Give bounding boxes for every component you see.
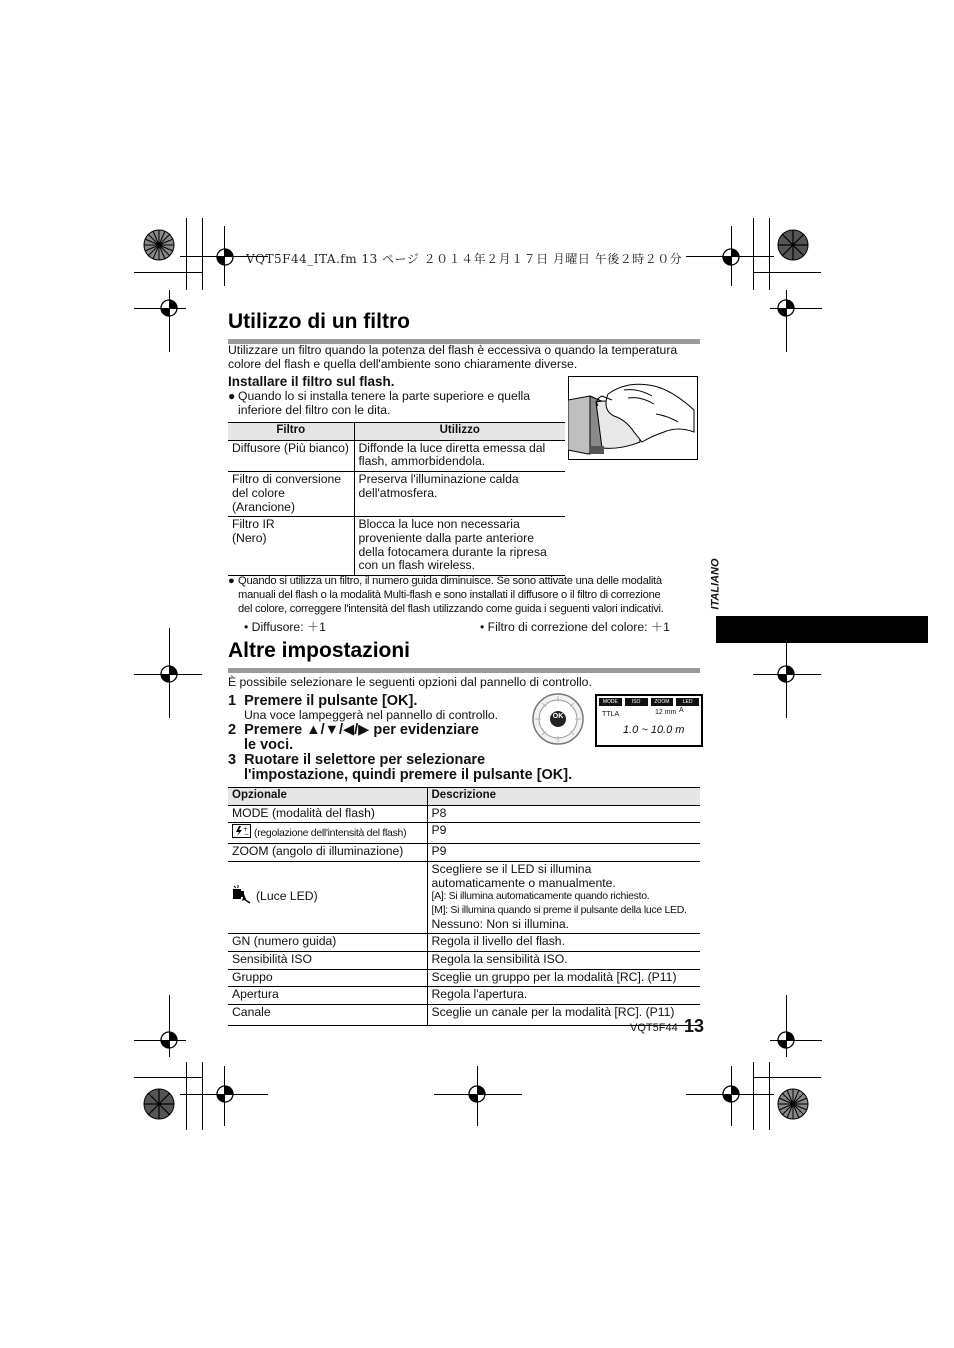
filter-note-line: manuali del flash o la modalità Multi-flash e sono installati il diffusore o il filtro di correzione (238, 589, 661, 601)
registration-target-icon (158, 297, 180, 319)
filter-use: della fotocamera durante la ripresa (358, 544, 547, 559)
step-3 (228, 753, 485, 768)
filter-note-line: del colore, correggere l'intensità del flash utilizzando come guida i seguenti valori indicativi. (238, 603, 664, 615)
filter-name: Diffusore (Più bianco) (232, 440, 349, 455)
lcd-tab: MODE (599, 698, 622, 706)
led-light-icon (232, 885, 252, 909)
registration-target-icon (214, 246, 236, 268)
settings-intro: È possibile selezionare le seguenti opzioni dal pannello di controllo. (228, 675, 592, 689)
option-desc: P8 (427, 805, 700, 823)
color-wheel-mark-icon (142, 228, 176, 262)
option-desc: Sceglie un canale per la modalità [RC]. (P11) (427, 1005, 700, 1026)
option-name: MODE (modalità del flash) (228, 805, 427, 823)
filter-name: Filtro IR (232, 517, 275, 532)
option-desc-small: [A]: Si illumina automaticamente quando richiesto. (431, 890, 650, 903)
registration-target-icon (158, 663, 180, 685)
step-text: Premere il pulsante [OK]. (244, 693, 418, 709)
language-label: ITALIANO (709, 558, 722, 610)
print-header: VQT5F44_ITA.fm 13 ページ ２０１４年２月１７日 月曜日 午後２時２０分 (246, 252, 683, 266)
color-wheel-mark-icon (142, 1087, 176, 1121)
filter-note (228, 574, 704, 616)
step-2-cont: le voci. (244, 737, 294, 753)
section-title-other-settings: Altre impostazioni (228, 639, 411, 662)
options-table-header (228, 788, 700, 806)
table-row (228, 987, 700, 1005)
table-row (228, 805, 700, 823)
option-desc: P9 (427, 823, 700, 844)
column-header-description: Descrizione (427, 788, 700, 806)
filter-name: (Nero) (232, 530, 267, 545)
color-wheel-mark-icon (776, 228, 810, 262)
install-bullet-line: inferiore del filtro con le dita. (238, 403, 391, 417)
table-row (228, 823, 700, 844)
option-desc: Regola l'apertura. (427, 987, 700, 1005)
bullet-icon: ● (228, 575, 235, 587)
filter-use: con un flash wireless. (358, 558, 476, 573)
page-number: 13 (684, 1016, 705, 1036)
option-name: GN (numero guida) (228, 934, 427, 952)
filter-use: Diffonde la luce diretta emessa dal (358, 440, 546, 455)
correction-color-filter: • Filtro di correzione del colore: ＋1 (480, 620, 670, 634)
section-title-filter: Utilizzo di un filtro (228, 310, 410, 333)
bullet-icon: ● (228, 389, 236, 403)
option-name: ZOOM (angolo di illuminazione) (228, 844, 427, 862)
ok-button-label: OK (552, 713, 564, 720)
option-desc: Regola la sensibilità ISO. (427, 952, 700, 970)
option-name: Gruppo (228, 969, 427, 987)
filter-intro-line: Utilizzare un filtro quando la potenza del flash è eccessiva o quando la temperatura (228, 343, 678, 357)
step-number: 3 (228, 752, 237, 768)
option-name: (Luce LED) (256, 889, 318, 904)
lcd-tab: ISO (625, 698, 648, 706)
title-rule (228, 668, 700, 673)
lcd-zoom: 12 mm (655, 709, 677, 716)
registration-target-icon (720, 246, 742, 268)
table-row (228, 861, 700, 934)
install-bullet (228, 389, 558, 417)
filter-name: Filtro di conversione (232, 472, 342, 487)
color-wheel-mark-icon (776, 1087, 810, 1121)
column-header-use: Utilizzo (354, 423, 565, 441)
option-desc: Scegliere se il LED si illumina (431, 861, 592, 876)
step-1-sub: Una voce lampeggerà nel pannello di controllo. (244, 708, 499, 722)
svg-text:+: + (243, 826, 249, 834)
option-desc: Sceglie un gruppo per la modalità [RC]. (P11) (427, 969, 700, 987)
step-text: Premere ▲/▼/◀/▶ per evidenziare (244, 722, 479, 738)
option-name: Canale (228, 1005, 427, 1026)
lcd-range: 1.0 ~ 10.0 m (623, 724, 685, 736)
filter-note-line: Quando si utilizza un filtro, il numero guida diminuisce. Se sono attivate una delle modalità (238, 575, 662, 587)
table-row (228, 934, 700, 952)
svg-text:−: − (244, 831, 250, 839)
column-header-filter: Filtro (228, 423, 354, 441)
option-desc: Regola il livello del flash. (427, 934, 700, 952)
registration-target-icon (158, 1029, 180, 1051)
option-name: Apertura (228, 987, 427, 1005)
option-name: (regolazione dell'intensità del flash) (254, 827, 407, 840)
table-row (228, 969, 700, 987)
step-text: Ruotare il selettore per selezionare (244, 752, 486, 768)
registration-target-icon (720, 1083, 742, 1105)
option-name: Sensibilità ISO (228, 952, 427, 970)
lcd-tab: LED (676, 698, 699, 706)
filter-table-header (228, 423, 565, 441)
filter-intro-line: colore del flash e quella dell'ambiente sono chiaramente diverse. (228, 357, 578, 371)
language-tab (716, 616, 928, 643)
filter-use: dell'atmosfera. (358, 485, 438, 500)
filter-use: flash, ammorbidendola. (358, 454, 486, 469)
table-row (228, 472, 565, 517)
lcd-tab: ZOOM (651, 698, 674, 706)
install-heading: Installare il filtro sul flash. (228, 374, 395, 389)
table-row (228, 440, 565, 471)
filter-installation-illustration (568, 376, 698, 465)
options-table (228, 787, 700, 1026)
model-code: VQT5F44 (630, 1022, 678, 1034)
option-desc: automaticamente o manualmente. (431, 875, 616, 890)
filter-use: Blocca la luce non necessaria (358, 517, 520, 532)
option-desc-small: [M]: Si illumina quando si preme il pulsante della luce LED. (431, 903, 687, 916)
filter-name: del colore (232, 485, 285, 500)
filter-name: (Arancione) (232, 499, 295, 514)
column-header-option: Opzionale (228, 788, 427, 806)
filter-intro (228, 343, 708, 371)
registration-target-icon (214, 1083, 236, 1105)
option-desc: Nessuno: Non si illumina. (431, 916, 570, 931)
step-2 (228, 723, 479, 738)
registration-target-icon (775, 297, 797, 319)
registration-target-icon (775, 663, 797, 685)
flash-compensation-icon (232, 824, 251, 842)
filter-use: proveniente dalla parte anteriore (358, 530, 534, 545)
lcd-panel-illustration (595, 694, 703, 747)
option-desc: P9 (427, 844, 700, 862)
registration-target-icon (466, 1083, 488, 1105)
registration-target-icon (775, 1029, 797, 1051)
table-row (228, 517, 565, 576)
install-bullet-line: Quando lo si installa tenere la parte superiore e quella (238, 389, 531, 403)
step-number: 2 (228, 722, 237, 738)
table-row (228, 844, 700, 862)
filter-use: Preserva l'illuminazione calda (358, 472, 519, 487)
control-dial-illustration (529, 692, 587, 751)
step-1 (228, 694, 417, 709)
step-number: 1 (228, 693, 237, 709)
filter-table (228, 422, 565, 576)
lcd-mode: TTLA (602, 711, 620, 718)
table-row (228, 952, 700, 970)
lcd-led: A (679, 707, 684, 714)
step-3-cont: l'impostazione, quindi premere il pulsante [OK]. (244, 767, 573, 783)
correction-diffuser: • Diffusore: ＋1 (244, 620, 326, 634)
